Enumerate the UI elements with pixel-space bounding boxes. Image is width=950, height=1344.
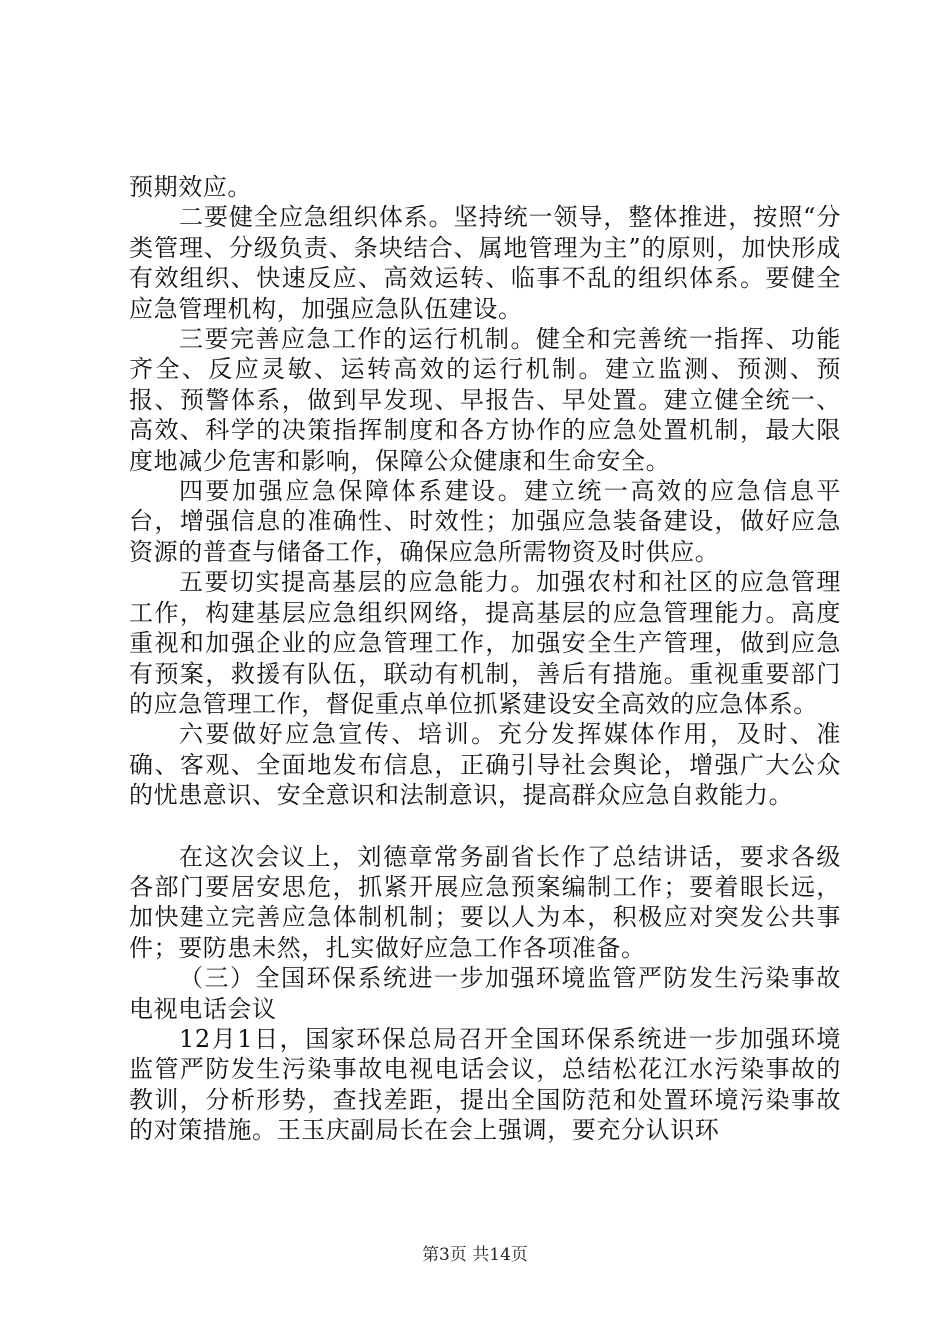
- paragraph-item-2: 二要健全应急组织体系。坚持统一领导，整体推进，按照“分类管理、分级负责、条块结合、属地管理为主”的原则，加快形成有效组织、快速反应、高效运转、临事不乱的组织体系。要健全应急管理机构，加强应急队伍建设。: [129, 203, 841, 323]
- paragraph-item-5: 五要切实提高基层的应急能力。加强农村和社区的应急管理工作，构建基层应急组织网络，提高基层的应急管理能力。高度重视和加强企业的应急管理工作，加强安全生产管理，做到应急有预案，救援有队伍，联动有机制，善后有措施。重视重要部门的应急管理工作，督促重点单位抓紧建设安全高效的应急体系。: [129, 568, 841, 718]
- section-heading: （三）全国环保系统进一步加强环境监管严防发生污染事故电视电话会议: [129, 964, 841, 1023]
- document-body: [129, 172, 841, 1146]
- paragraph-spacer: [129, 811, 841, 842]
- paragraph-summary-speech: 在这次会议上，刘德章常务副省长作了总结讲话，要求各级各部门要居安思危，抓紧开展应急预案编制工作；要着眼长远，加快建立完善应急体制机制；要以人为本，积极应对突发公共事件；要防患未然，扎实做好应急工作各项准备。: [129, 842, 841, 962]
- paragraph-item-4: 四要加强应急保障体系建设。建立统一高效的应急信息平台，增强信息的准确性、时效性；加强应急装备建设，做好应急资源的普查与储备工作，确保应急所需物资及时供应。: [129, 477, 841, 566]
- paragraph-conference: 12月1日，国家环保总局召开全国环保系统进一步加强环境监管严防发生污染事故电视电话会议，总结松花江水污染事故的教训，分析形势，查找差距，提出全国防范和处置环境污染事故的对策措施。王玉庆副局长在会上强调，要充分认识环: [129, 1024, 841, 1145]
- paragraph-continuation: 预期效应。: [129, 173, 252, 201]
- paragraph-item-3: 三要完善应急工作的运行机制。健全和完善统一指挥、功能齐全、反应灵敏、运转高效的运行机制。建立监测、预测、预报、预警体系，做到早发现、早报告、早处置。建立健全统一、高效、科学的决策指挥制度和各方协作的应急处置机制，最大限度地减少危害和影响，保障公众健康和生命安全。: [129, 325, 841, 475]
- page-number-footer: 第3页 共14页: [422, 1245, 528, 1265]
- paragraph-item-6: 六要做好应急宣传、培训。充分发挥媒体作用，及时、准确、客观、全面地发布信息，正确引导社会舆论，增强广大公众的忧患意识、安全意识和法制意识，提高群众应急自救能力。: [129, 720, 841, 810]
